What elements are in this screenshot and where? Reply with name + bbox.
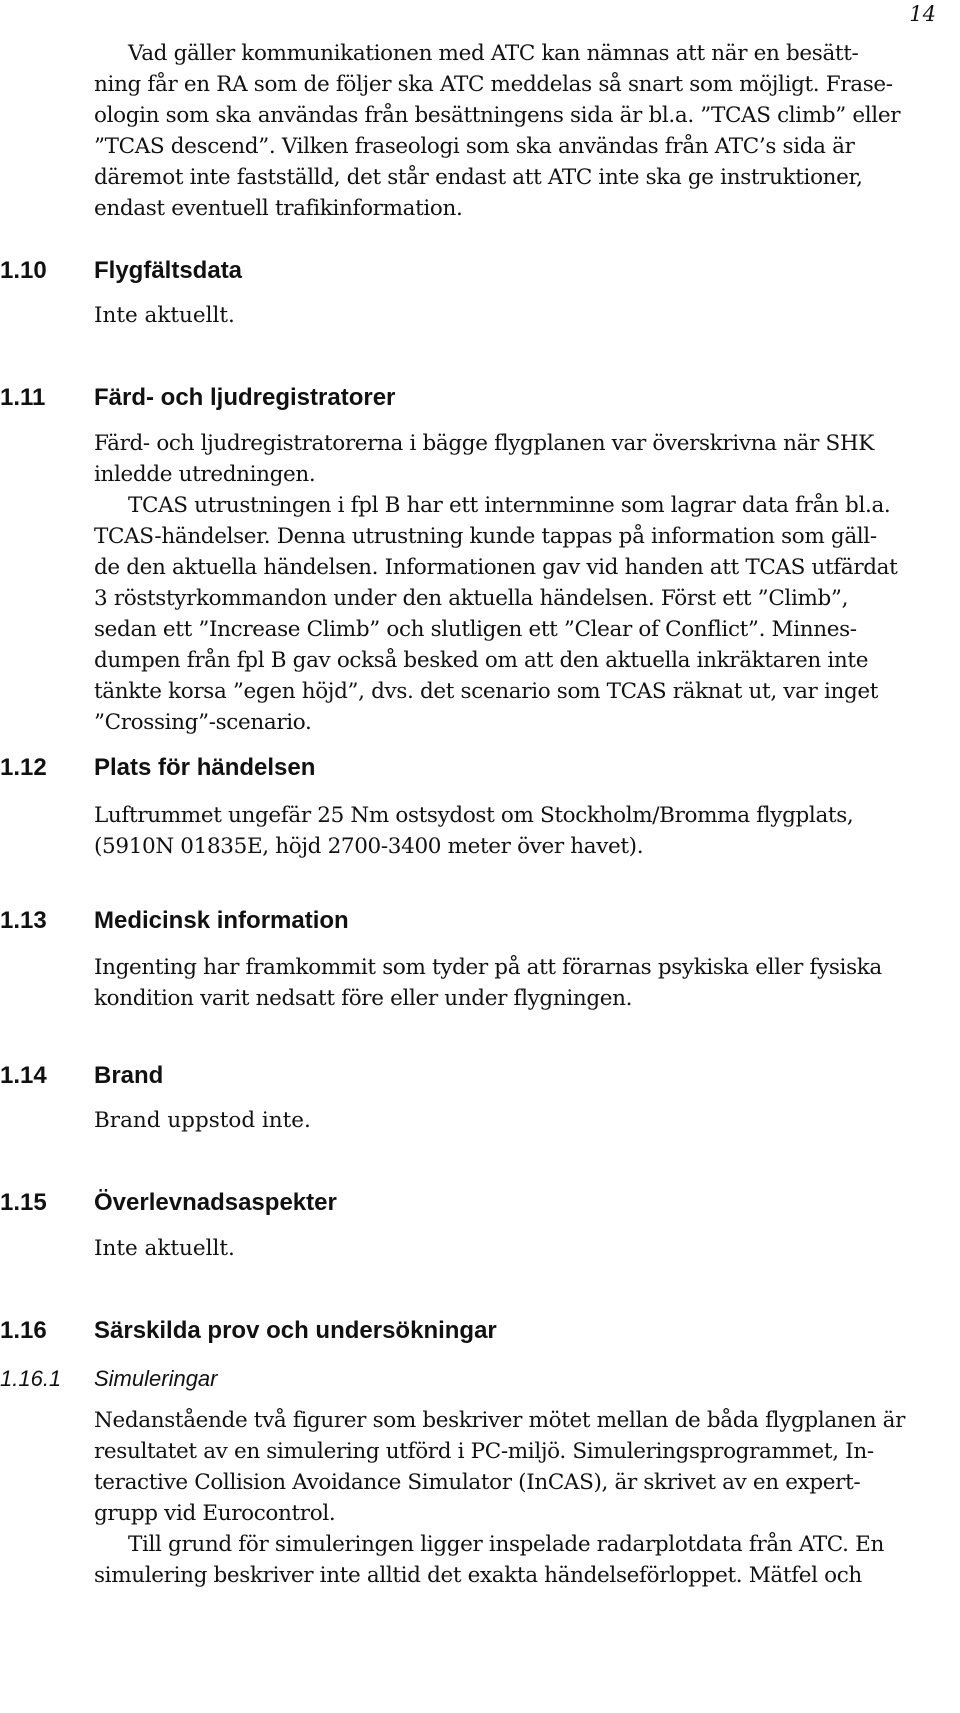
paragraph: Luftrummet ungefär 25 Nm ostsydost om Stockholm/Bromma flygplats, (5910N 01835E, höjd 2700-3400 meter över havet). [94,803,854,859]
section-1-14 [0,1061,960,1091]
section-1-14-body [0,1105,960,1136]
subsection-number: 1.16.1 [0,1366,62,1391]
section-1-11-body [0,428,960,738]
section-1-12-body [0,800,960,862]
paragraph: Till grund för simuleringen ligger inspelade radarplotdata från ATC. En simulering beskriver inte alltid det exakta händelseförloppet. Mätfel och [94,1532,884,1588]
section-1-15 [0,1188,960,1218]
page-number: 14 [909,2,936,26]
section-title: Överlevnadsaspekter [94,1189,337,1216]
section-1-16 [0,1316,960,1346]
section-heading [0,753,960,783]
section-number: 1.10 [0,257,47,284]
section-title: Särskilda prov och undersökningar [94,1317,497,1344]
section-text: Inte aktuellt. [94,303,235,328]
section-number: 1.16 [0,1317,47,1344]
section-number: 1.12 [0,754,47,781]
paragraph: Ingenting har framkommit som tyder på att förarnas psykiska eller fysiska kondition varit nedsatt före eller under flygningen. [94,955,882,1011]
section-title: Brand [94,1062,164,1089]
section-number: 1.11 [0,384,46,411]
section-1-13-body [0,952,960,1014]
section-1-12 [0,753,960,783]
section-title: Plats för händelsen [94,754,316,781]
section-heading [0,383,960,413]
subsection-heading [0,1365,960,1393]
section-1-13 [0,906,960,936]
section-1-11 [0,383,960,413]
section-number: 1.13 [0,907,47,934]
intro-text: Vad gäller kommunikationen med ATC kan nämnas att när en besätt- ning får en RA som de följer ska ATC meddelas så snart som möjligt. Frase- ologin som ska användas från besättningens sida är bl.a. ”TCAS climb” eller ”TCAS descend”. Vilken fraseologi som ska användas från ATC’s sida är däremot inte fastställd, det står endast att ATC inte ska ge instruktioner, endast eventuell trafikinformation. [94,41,901,221]
section-heading [0,906,960,936]
section-heading [0,1188,960,1218]
paragraph: TCAS utrustningen i fpl B har ett internminne som lagrar data från bl.a. TCAS-händelser. Denna utrustning kunde tappas på information som gäll- de den aktuella händelsen. Informationen gav vid handen att TCAS utfärdat 3 röststyrkommandon under den aktuella händelsen. Först ett ”Climb”, sedan ett ”Increase Climb” och slutligen ett ”Clear of Conflict”. Minnes- dumpen från fpl B gav också besked om att den aktuella inkräktaren inte tänkte korsa ”egen höjd”, dvs. det scenario som TCAS räknat ut, var inget ”Crossing”-scenario. [94,493,898,735]
paragraph: Nedanstående två figurer som beskriver mötet mellan de båda flygplanen är resultatet av en simulering utförd i PC-miljö. Simuleringsprogrammet, In- teractive Collision Avoidance Simulator (InCAS), är skrivet av en expert- grupp vid Eurocontrol. [94,1408,906,1526]
section-title: Färd- och ljudregistratorer [94,384,396,411]
intro-paragraph [0,38,960,224]
section-heading [0,256,960,286]
section-text: Brand uppstod inte. [94,1108,311,1133]
subsection-title: Simuleringar [94,1366,218,1391]
section-heading [0,1061,960,1091]
section-title: Flygfältsdata [94,257,243,284]
section-1-10 [0,256,960,286]
section-1-16-1 [0,1365,960,1393]
section-number: 1.15 [0,1189,47,1216]
section-text: Inte aktuellt. [94,1236,235,1261]
section-1-15-body [0,1233,960,1264]
paragraph: Färd- och ljudregistratorerna i bägge flygplanen var överskrivna när SHK inledde utredningen. [94,431,874,487]
section-1-10-body [0,300,960,331]
section-title: Medicinsk information [94,907,349,934]
section-number: 1.14 [0,1062,47,1089]
section-heading [0,1316,960,1346]
section-1-16-1-body [0,1405,960,1591]
